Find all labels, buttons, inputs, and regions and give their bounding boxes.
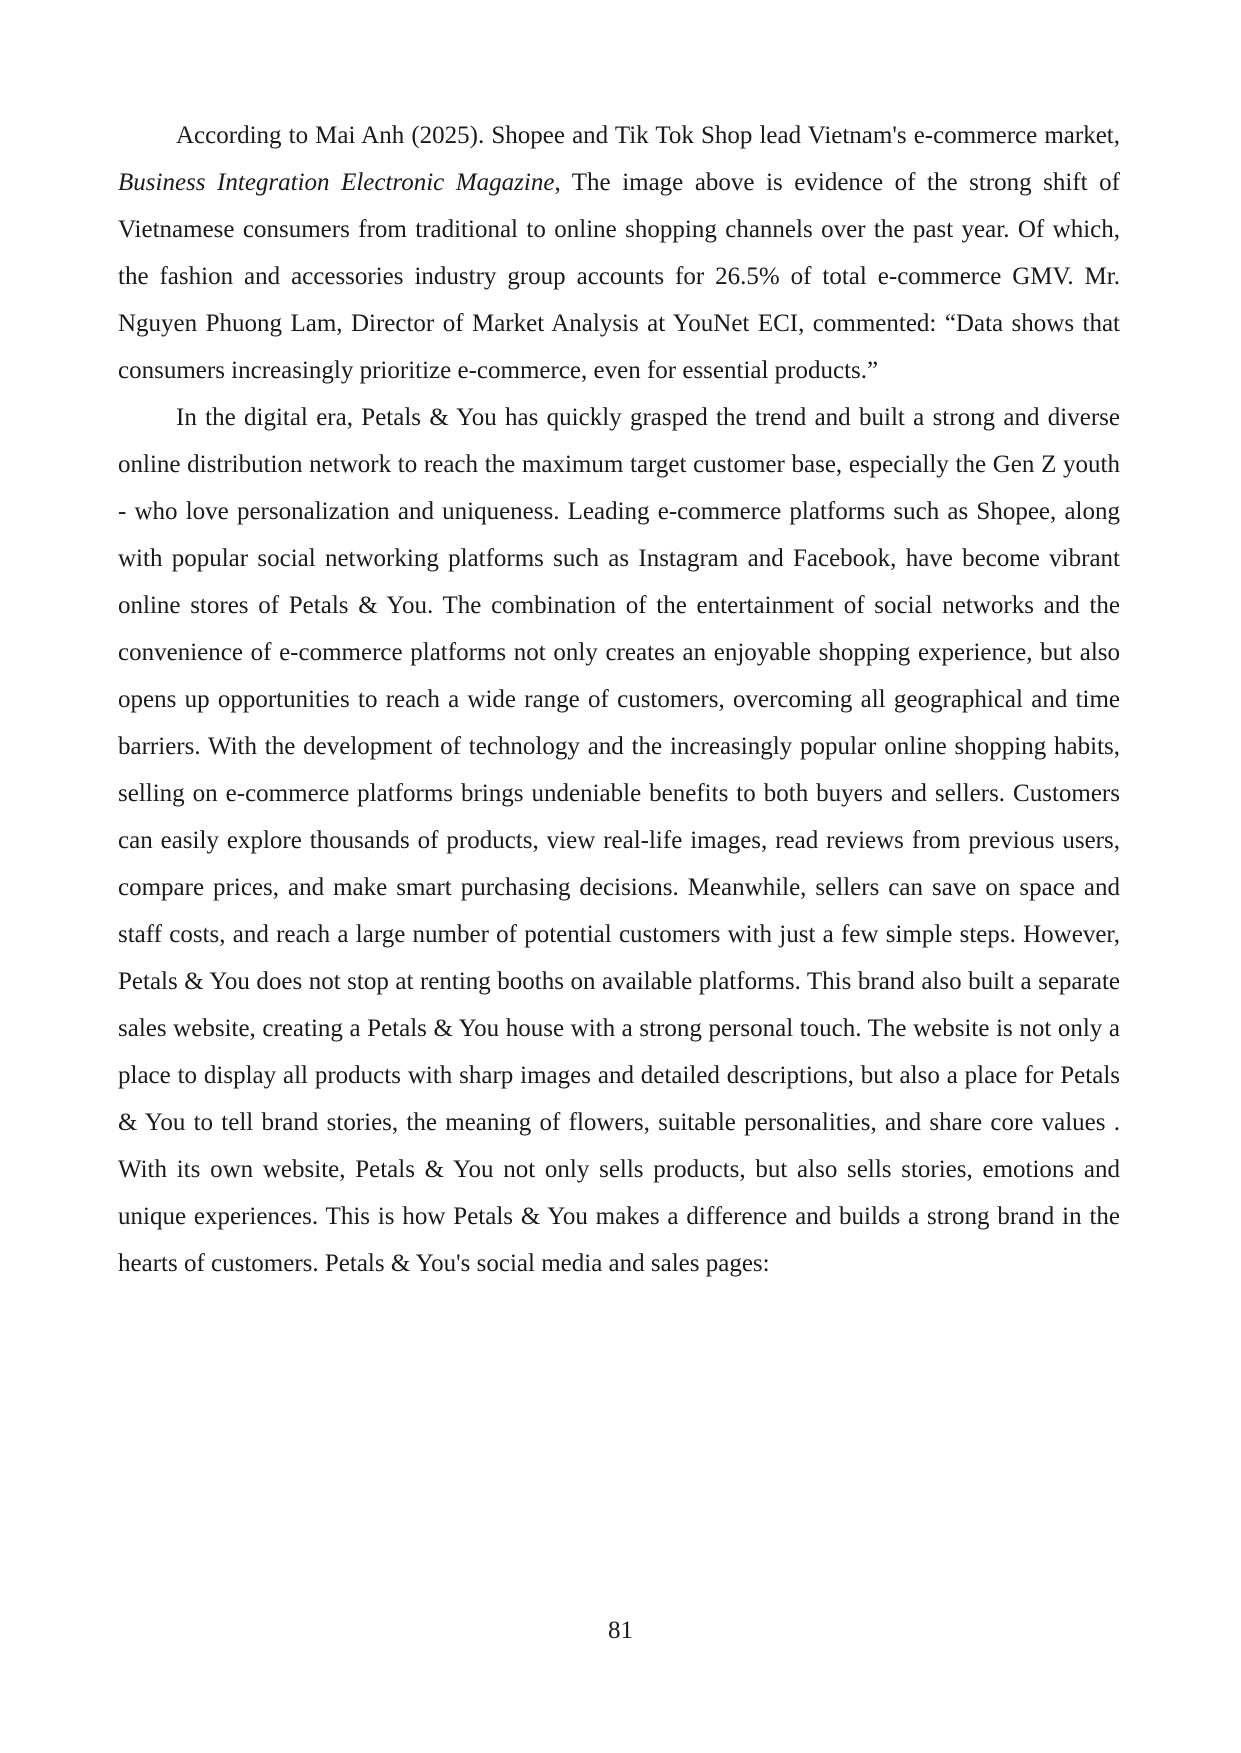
magazine-title: Business Integration Electronic Magazine [118,169,555,196]
page-number: 81 [608,1617,633,1644]
body-text [118,112,1120,1287]
paragraph-citation-lead: According to Mai Anh (2025). Shopee and Tik Tok Shop lead Vietnam's e-commerce market, [176,122,1120,149]
paragraph-citation-rest: , The image above is evidence of the strong shift of Vietnamese consumers from traditional to online shopping channels over the past year. Of which, the fashion and accessories industry group accounts for 26.5% of total e-commerce GMV. Mr. Nguyen Phuong Lam, Director of Market Analysis at YouNet ECI, commented: “Data shows that consumers increasingly prioritize e-commerce, even for essential products.” [118,169,1120,384]
paragraph-citation [118,112,1120,394]
paragraph-digital-era: In the digital era, Petals & You has quickly grasped the trend and built a strong and diverse online distribution network to reach the maximum target customer base, especially the Gen Z youth - who love personalization and uniqueness. Leading e-commerce platforms such as Shopee, along with popular social networking platforms such as Instagram and Facebook, have become vibrant online stores of Petals & You. The combination of the entertainment of social networks and the convenience of e-commerce platforms not only creates an enjoyable shopping experience, but also opens up opportunities to reach a wide range of customers, overcoming all geographical and time barriers. With the development of technology and the increasingly popular online shopping habits, selling on e-commerce platforms brings undeniable benefits to both buyers and sellers. Customers can easily explore thousands of products, view real-life images, read reviews from previous users, compare prices, and make smart purchasing decisions. Meanwhile, sellers can save on space and staff costs, and reach a large number of potential customers with just a few simple steps. However, Petals & You does not stop at renting booths on available platforms. This brand also built a separate sales website, creating a Petals & You house with a strong personal touch. The website is not only a place to display all products with sharp images and detailed descriptions, but also a place for Petals & You to tell brand stories, the meaning of flowers, suitable personalities, and share core values . With its own website, Petals & You not only sells products, but also sells stories, emotions and unique experiences. This is how Petals & You makes a difference and builds a strong brand in the hearts of customers. Petals & You's social media and sales pages: [118,404,1120,1277]
